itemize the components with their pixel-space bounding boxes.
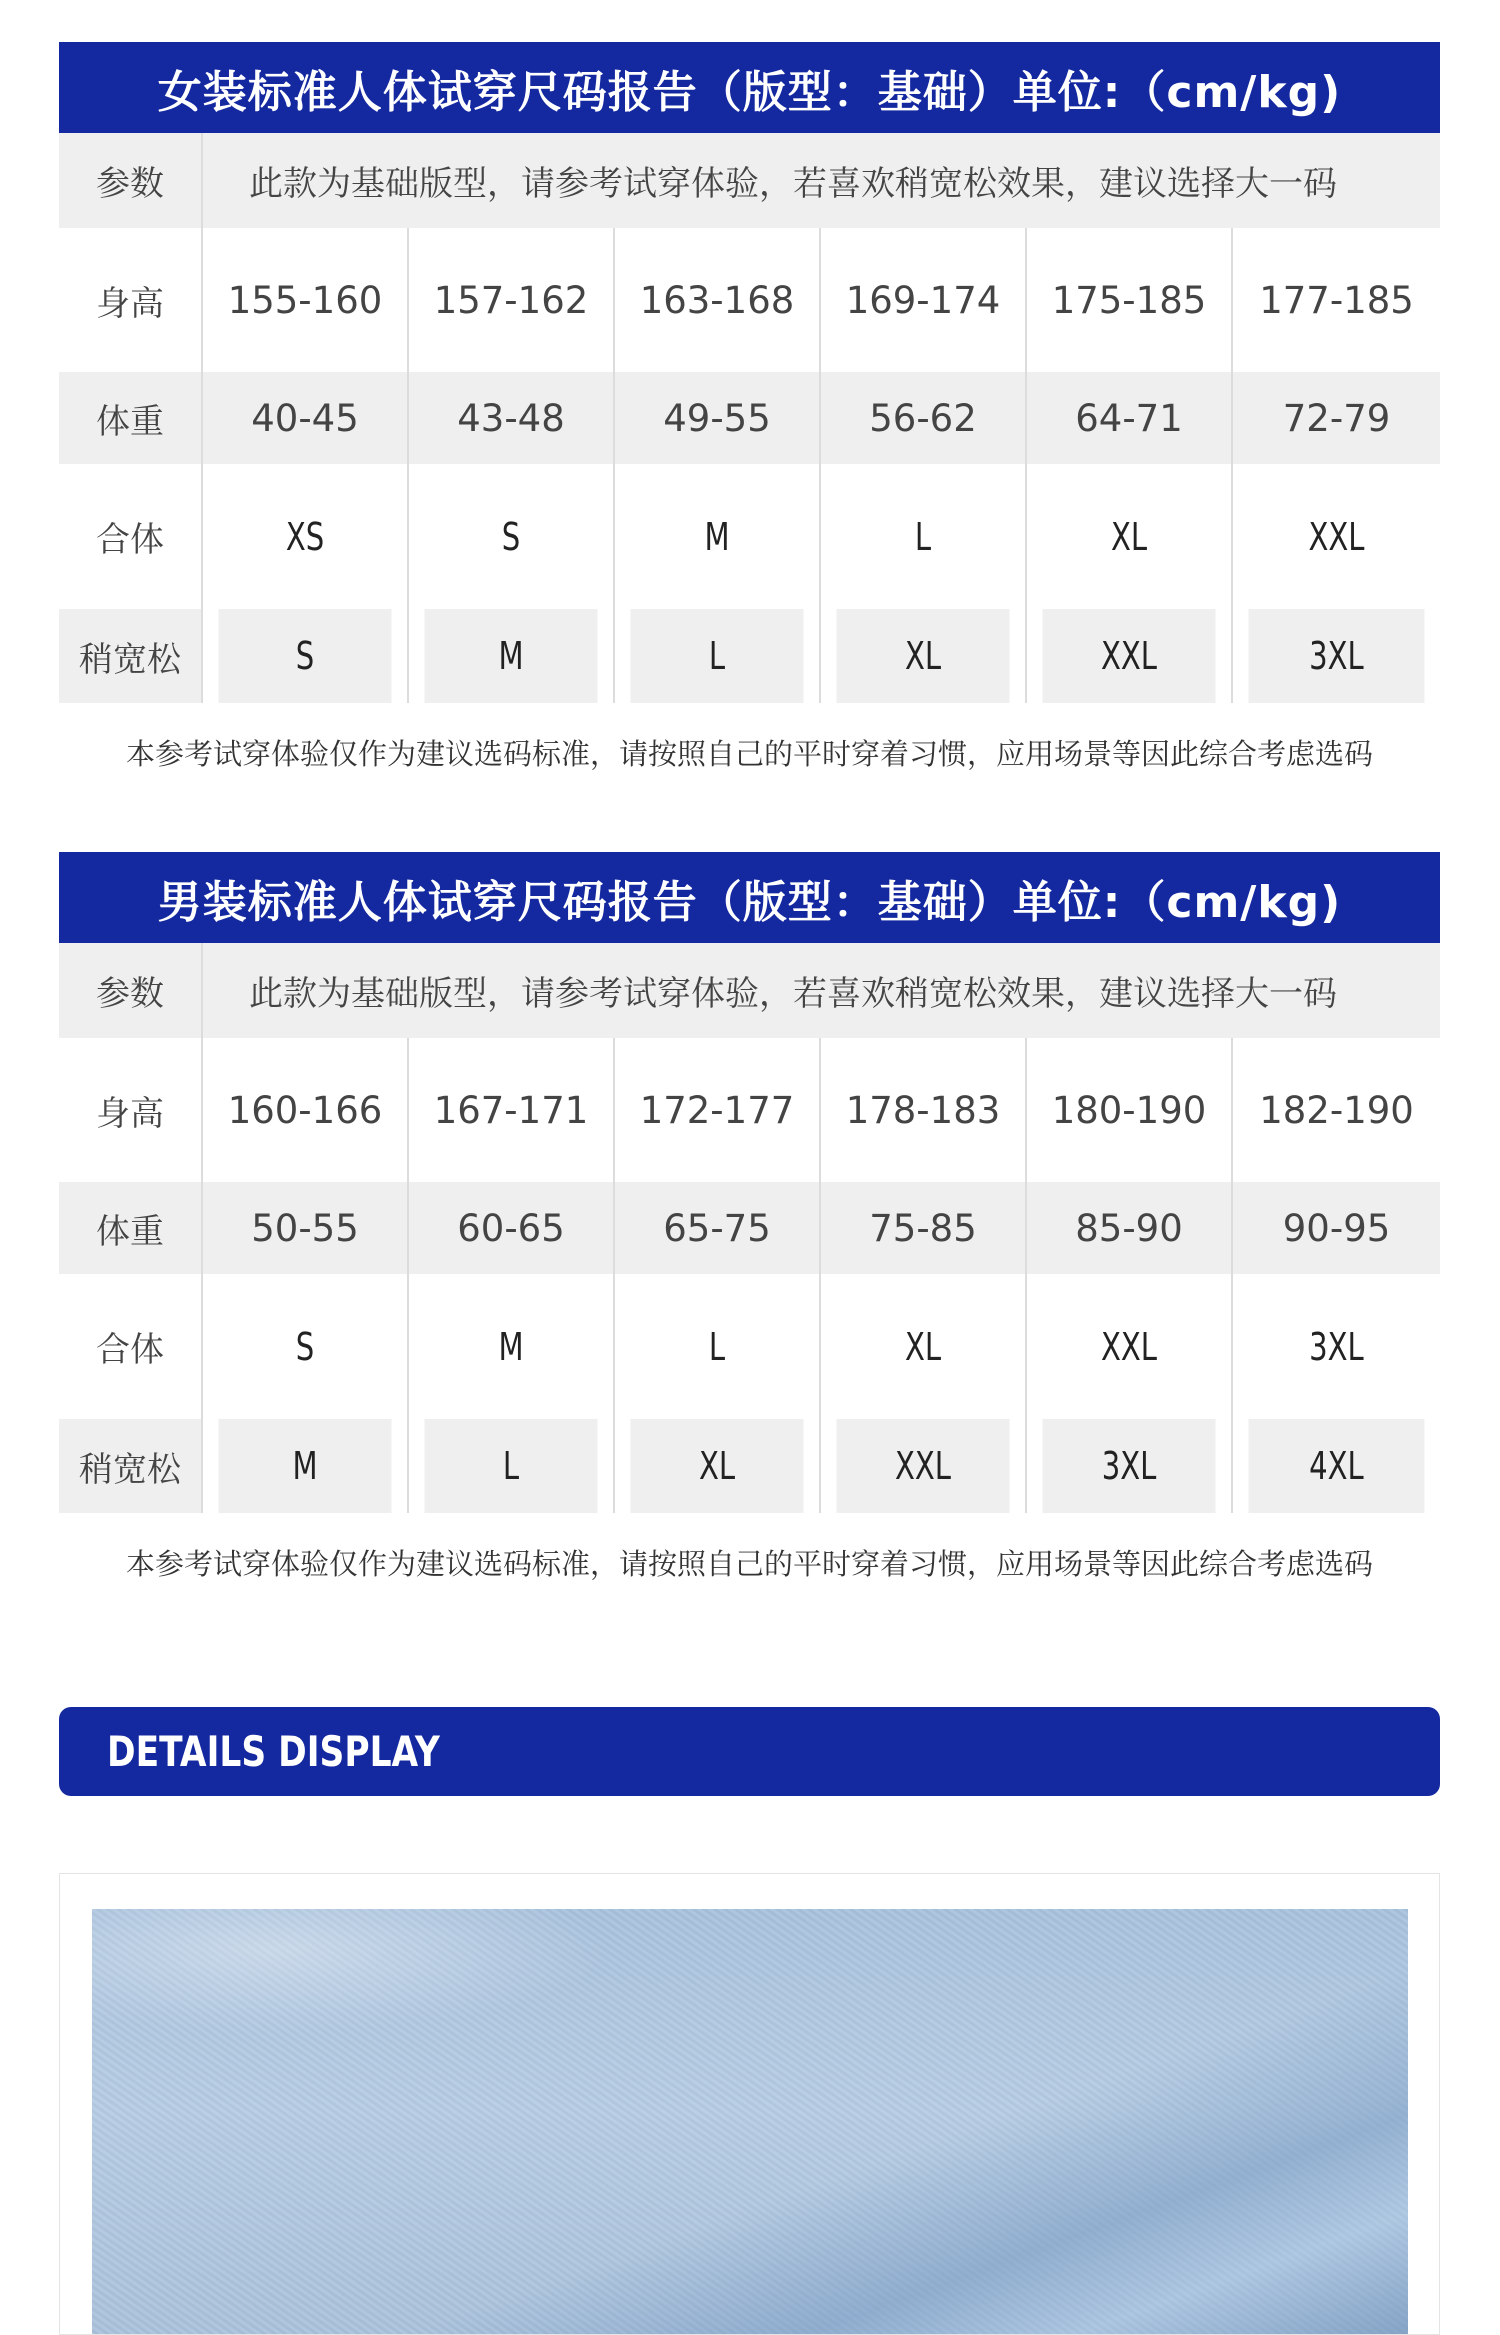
table-row-loose: [59, 609, 1440, 703]
women-size-section: [59, 42, 1440, 787]
size-cell: 3XL: [1248, 609, 1425, 703]
table-cell: 72-79: [1232, 372, 1440, 464]
row-label: 体重: [59, 1182, 202, 1274]
size-cell: XXL: [835, 1419, 1010, 1513]
size-cell: M: [423, 1274, 598, 1419]
men-size-title: 男装标准人体试穿尺码报告（版型：基础）单位:（cm/kg): [59, 852, 1440, 943]
table-cell: 40-45: [202, 372, 408, 464]
detail-photo-frame: [59, 1873, 1440, 2335]
table-row-fit: [59, 1274, 1440, 1419]
size-cell: S: [217, 609, 392, 703]
table-row-weight: [59, 372, 1440, 464]
row-label: 参数: [59, 943, 202, 1038]
table-cell: 172-177: [614, 1038, 820, 1182]
table-row-height: [59, 1038, 1440, 1182]
size-cell: M: [629, 464, 804, 609]
table-cell: 182-190: [1232, 1038, 1440, 1182]
size-cell: XXL: [1041, 1274, 1216, 1419]
table-cell: 43-48: [408, 372, 614, 464]
table-row-fit: [59, 464, 1440, 609]
table-cell: 163-168: [614, 228, 820, 372]
row-label: 身高: [59, 1038, 202, 1182]
table-cell: 169-174: [820, 228, 1026, 372]
table-row-weight: [59, 1182, 1440, 1274]
table-row-height: [59, 228, 1440, 372]
table-cell: 65-75: [614, 1182, 820, 1274]
size-cell: 3XL: [1041, 1419, 1216, 1513]
table-cell: 177-185: [1232, 228, 1440, 372]
param-note: 此款为基础版型，请参考试穿体验，若喜欢稍宽松效果，建议选择大一码: [202, 943, 1440, 1038]
row-label: 合体: [59, 464, 202, 609]
row-label: 稍宽松: [59, 609, 202, 703]
size-cell: 4XL: [1248, 1419, 1425, 1513]
row-label: 合体: [59, 1274, 202, 1419]
table-cell: 157-162: [408, 228, 614, 372]
men-size-section: [59, 852, 1440, 1597]
table-cell: 75-85: [820, 1182, 1026, 1274]
row-label: 参数: [59, 133, 202, 228]
table-cell: 180-190: [1026, 1038, 1232, 1182]
size-cell: S: [217, 1274, 392, 1419]
table-cell: 49-55: [614, 372, 820, 464]
table-cell: 50-55: [202, 1182, 408, 1274]
param-note: 此款为基础版型，请参考试穿体验，若喜欢稍宽松效果，建议选择大一码: [202, 133, 1440, 228]
size-cell: XS: [217, 464, 392, 609]
size-cell: L: [629, 1274, 804, 1419]
fabric-detail-photo: [92, 1909, 1408, 2335]
table-cell: 56-62: [820, 372, 1026, 464]
men-footnote: 本参考试穿体验仅作为建议选码标准，请按照自己的平时穿着习惯，应用场景等因此综合考虑选码: [125, 1547, 1373, 1581]
men-size-table: [59, 943, 1440, 1513]
women-size-title: 女装标准人体试穿尺码报告（版型：基础）单位:（cm/kg): [59, 42, 1440, 133]
size-cell: L: [835, 464, 1010, 609]
table-cell: 90-95: [1232, 1182, 1440, 1274]
table-cell: 160-166: [202, 1038, 408, 1182]
size-cell: XXL: [1041, 609, 1216, 703]
women-size-table: [59, 133, 1440, 703]
row-label: 身高: [59, 228, 202, 372]
table-cell: 85-90: [1026, 1182, 1232, 1274]
size-cell: XL: [835, 1274, 1010, 1419]
table-cell: 178-183: [820, 1038, 1026, 1182]
size-cell: M: [423, 609, 598, 703]
table-cell: 64-71: [1026, 372, 1232, 464]
size-cell: XL: [835, 609, 1010, 703]
details-display-title: DETAILS DISPLAY: [107, 1727, 440, 1776]
table-cell: 155-160: [202, 228, 408, 372]
details-display-header: [59, 1707, 1440, 1796]
table-row-loose: [59, 1419, 1440, 1513]
size-cell: S: [423, 464, 598, 609]
row-label: 稍宽松: [59, 1419, 202, 1513]
size-cell: L: [629, 609, 804, 703]
table-cell: 167-171: [408, 1038, 614, 1182]
size-cell: XL: [629, 1419, 804, 1513]
size-cell: L: [423, 1419, 598, 1513]
table-cell: 175-185: [1026, 228, 1232, 372]
table-row-param: [59, 133, 1440, 228]
row-label: 体重: [59, 372, 202, 464]
women-footnote: 本参考试穿体验仅作为建议选码标准，请按照自己的平时穿着习惯，应用场景等因此综合考虑选码: [125, 737, 1373, 771]
size-cell: XL: [1041, 464, 1216, 609]
size-cell: XXL: [1248, 464, 1425, 609]
table-row-param: [59, 943, 1440, 1038]
size-cell: 3XL: [1248, 1274, 1425, 1419]
size-cell: M: [217, 1419, 392, 1513]
table-cell: 60-65: [408, 1182, 614, 1274]
